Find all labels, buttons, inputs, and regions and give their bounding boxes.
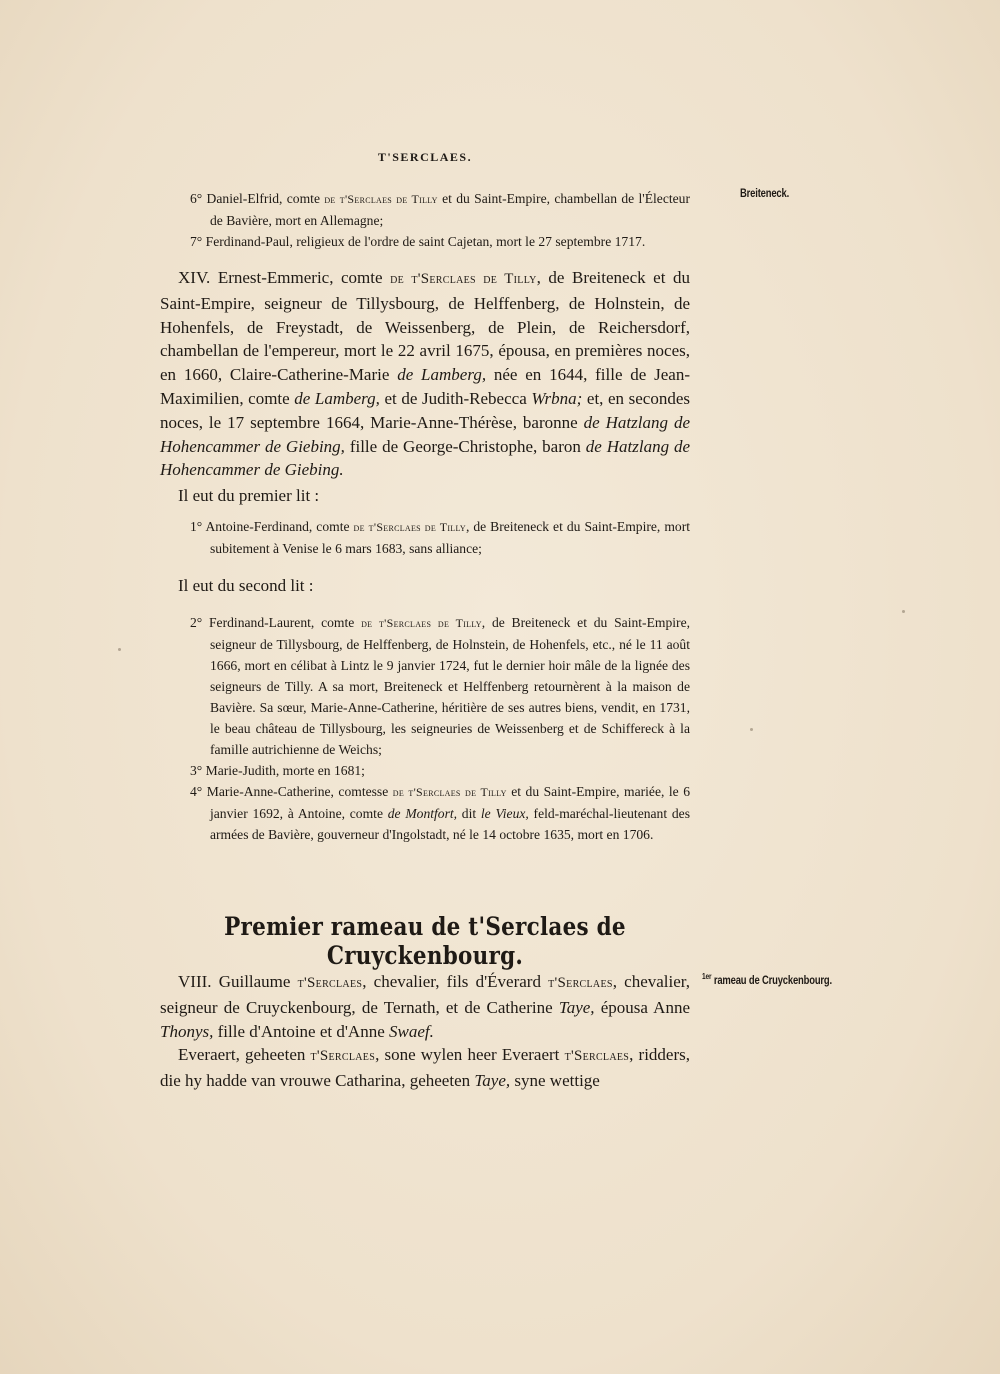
item-lead: 1° Antoine-Ferdinand, comte: [190, 519, 350, 534]
text-run: fille d'Antoine et d'Anne: [213, 1021, 385, 1041]
small-caps-name: de t'Serclaes de Tilly: [390, 271, 537, 287]
paper-speck: [750, 728, 753, 731]
italic-name: Taye,: [558, 997, 595, 1017]
item-ferdinand-laurent: [160, 612, 690, 760]
everaert-text: [160, 1043, 690, 1093]
section-heading: Premier rameau de t'Serclaes de Cruyckenbourg.: [224, 912, 626, 970]
text-run: et de Judith-Rebecca: [379, 388, 527, 408]
text-run: , sone wylen heer Everaert: [375, 1045, 560, 1065]
items-2-4: [160, 612, 690, 845]
item-1-block: [160, 516, 690, 559]
paper-speck: [902, 610, 905, 613]
item-daniel-elfrid: [160, 188, 690, 231]
small-caps-name: t'Serclaes: [297, 975, 363, 991]
italic-name: Thonys,: [160, 1021, 214, 1041]
top-items: [160, 188, 690, 252]
text-run: , ridders, die hy hadde van vrouwe Catharina, geheeten: [160, 1045, 690, 1091]
text-run: XIV. Ernest-Emmeric, comte: [178, 268, 383, 287]
margin-note-superscript: 1er: [702, 972, 712, 981]
text-run: , chevalier, seigneur de Cruyckenbourg, de Ternath, et de Catherine: [160, 972, 691, 1017]
italic-name: Wrbna;: [531, 388, 583, 408]
text-run: Everaert, geheeten: [178, 1045, 306, 1065]
second-lit: Il eut du second lit :: [178, 576, 314, 595]
small-caps-name: de t'Serclaes de Tilly: [361, 616, 482, 630]
small-caps-name: de t'Serclaes de Tilly: [392, 785, 507, 799]
paragraph-viii: [160, 970, 690, 1093]
item-text: et du Saint-Empire, chambellan de l'Électeur de Bavière, mort en Allemagne;: [210, 191, 690, 228]
item-text: , de Breiteneck et du Saint-Empire, seigneur de Tillysbourg, de Helffenberg, de Holnstein, de Hohenfels, etc., né le 11 août 1666, mort en célibat à Lintz le 9 janvier 1724, fut le dernier hoir mâle de la lignée des seigneurs de Tilly. A sa mort, Breiteneck et Helffenberg retournèrent à la maison de Bavière. Sa sœur, Marie-Anne-Catherine, héritière de ses autres biens, vendit, en 1731, le beau château de Tillysbourg, les seigneuries de Weissenberg et de Schiffereck à la famille autrichienne de Weichs;: [210, 615, 690, 757]
italic-name: le Vieux,: [480, 806, 529, 821]
text-run: née en 1644, fille de Jean-Maximilien, comte: [160, 365, 691, 408]
item-lead: 2° Ferdinand-Laurent, comte: [190, 615, 355, 630]
small-caps-name: de t'Serclaes de Tilly: [324, 192, 438, 206]
italic-name: de Lamberg,: [294, 388, 380, 408]
small-caps-name: de t'Serclaes de Tilly: [353, 520, 466, 534]
item-antoine-ferdinand: [160, 516, 690, 559]
margin-note-text: rameau de Cruyckenbourg.: [711, 974, 832, 987]
small-caps-name: t'Serclaes: [564, 1048, 630, 1065]
xiv-text: [160, 266, 690, 482]
running-head: T'SERCLAES.: [377, 150, 473, 164]
item-text: feld-maréchal-lieutenant des armées de Bavière, gouverneur d'Ingolstadt, né le 14 octobre 1635, mort en 1706.: [210, 806, 690, 842]
item-text: , de Breiteneck et du Saint-Empire, mort subitement à Venise le 6 mars 1683, sans alliance;: [210, 519, 690, 556]
item-marie-judith: 3° Marie-Judith, morte en 1681;: [190, 763, 365, 778]
paper-speck: [118, 648, 121, 651]
italic-name: de Montfort,: [387, 806, 458, 821]
viii-text: [160, 970, 690, 1043]
italic-name: Swaef.: [389, 1021, 434, 1041]
text-run: , chevalier, fils d'Éverard: [362, 972, 541, 991]
small-caps-name: t'Serclaes: [548, 975, 613, 991]
text-run: , de Breiteneck et du Saint-Empire, seigneur de Tillysbourg, de Helffenberg, de Holnstein, de Hohenfels, de Freystadt, de Weissenberg, de Plein, de Reichersdorf, chambellan de l'empereur, mort le 22 avril 1675, épousa, en premières noces, en 1660, Claire-Catherine-Marie: [160, 268, 690, 385]
item-lead: 6° Daniel-Elfrid, comte: [190, 191, 320, 206]
text-run: fille de George-Christophe, baron: [344, 436, 581, 456]
text-run: et, en secondes noces, le 17 septembre 1664, Marie-Anne-Thérèse, baronne: [160, 388, 690, 432]
premier-lit: Il eut du premier lit :: [178, 486, 320, 506]
margin-note-breiteneck: Breiteneck.: [740, 188, 790, 200]
item-lead: 4° Marie-Anne-Catherine, comtesse: [190, 784, 389, 799]
paragraph-xiv: [160, 266, 690, 508]
item-ferdinand-paul: 7° Ferdinand-Paul, religieux de l'ordre de saint Cajetan, mort le 27 septembre 1717.: [190, 234, 646, 249]
text-run: VIII. Guillaume: [178, 972, 291, 991]
italic-name: Taye,: [474, 1071, 511, 1091]
text-run: épousa Anne: [594, 997, 691, 1017]
item-marie-anne-catherine: [160, 781, 690, 845]
italic-name: de Hatzlang de Hohencammer de Giebing.: [160, 436, 691, 480]
text-run: syne wettige: [510, 1071, 600, 1091]
item-text: dit: [457, 806, 477, 821]
italic-name: de Hatzlang de Hohencammer de Giebing,: [160, 412, 691, 456]
item-text: et du Saint-Empire, mariée, le 6 janvier 1692, à Antoine, comte: [210, 784, 690, 821]
margin-note-rameau: [702, 972, 832, 987]
second-lit-block: [160, 574, 690, 598]
small-caps-name: t'Serclaes: [310, 1048, 376, 1065]
italic-name: de Lamberg,: [397, 365, 487, 385]
